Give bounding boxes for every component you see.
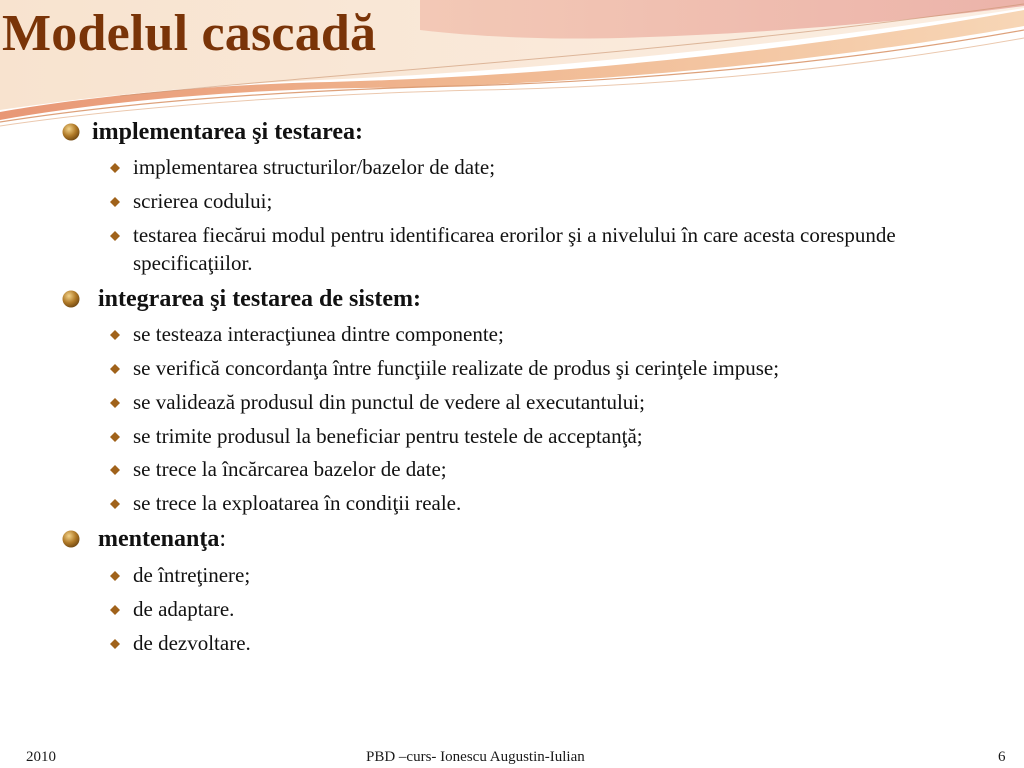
- list-item-text: se testeaza interacţiunea dintre componente;: [133, 322, 504, 346]
- list-item-text: testarea fiecărui modul pentru identificarea erorilor şi a nivelului în care acesta corespunde specificaţiilor.: [133, 223, 896, 275]
- footer-date: 2010: [26, 749, 56, 765]
- list-item: [110, 153, 960, 181]
- list-item: [110, 629, 960, 657]
- list-item-text: se trimite produsul la beneficiar pentru testele de acceptanţă;: [133, 424, 643, 448]
- brown-diamond-icon: [110, 197, 120, 207]
- section-label: [92, 525, 226, 553]
- brown-diamond-icon: [110, 639, 120, 649]
- list-item: [110, 455, 960, 483]
- list-item: [110, 595, 960, 623]
- brown-diamond-icon: [110, 330, 120, 340]
- brown-diamond-icon: [110, 163, 120, 173]
- bronze-ball-icon: [62, 530, 80, 548]
- list-item-text: de dezvoltare.: [133, 631, 251, 655]
- list-item-text: se trece la exploatarea în condiţii reale.: [133, 491, 462, 515]
- footer-course-author: PBD –curs- Ionescu Augustin-Iulian: [366, 749, 585, 765]
- list-item: [110, 354, 960, 382]
- brown-diamond-icon: [110, 398, 120, 408]
- list-item: [110, 187, 960, 215]
- section-heading-maintenance: [62, 525, 226, 553]
- bronze-ball-icon: [62, 290, 80, 308]
- section-heading-integration: [62, 285, 421, 313]
- list-item-text: scrierea codului;: [133, 189, 273, 213]
- slide-title: Modelul cascadă: [2, 5, 377, 62]
- section-label-main: mentenanţa: [98, 526, 220, 552]
- brown-diamond-icon: [110, 605, 120, 615]
- list-item: [110, 320, 960, 348]
- list-item: [110, 489, 960, 517]
- bronze-ball-icon: [62, 123, 80, 141]
- list-item: [110, 561, 960, 589]
- footer-page-number: 6: [998, 749, 1006, 765]
- brown-diamond-icon: [110, 499, 120, 509]
- list-item-text: de adaptare.: [133, 597, 235, 621]
- list-item: [110, 221, 960, 277]
- brown-diamond-icon: [110, 571, 120, 581]
- brown-diamond-icon: [110, 231, 120, 241]
- section-label: implementarea şi testarea:: [92, 119, 364, 145]
- section-label: integrarea şi testarea de sistem:: [98, 286, 422, 312]
- list-item-text: de întreţinere;: [133, 563, 251, 587]
- brown-diamond-icon: [110, 432, 120, 442]
- list-item-text: se trece la încărcarea bazelor de date;: [133, 457, 447, 481]
- section-heading-implementation: [62, 118, 363, 146]
- list-item-text: se verifică concordanţa între funcţiile realizate de produs şi cerinţele impuse;: [133, 356, 780, 380]
- list-item-text: se validează produsul din punctul de vedere al executantului;: [133, 390, 645, 414]
- section-label-colon: :: [219, 526, 226, 552]
- list-item: [110, 422, 960, 450]
- brown-diamond-icon: [110, 364, 120, 374]
- list-item-text: implementarea structurilor/bazelor de date;: [133, 155, 496, 179]
- brown-diamond-icon: [110, 465, 120, 475]
- list-item: [110, 388, 960, 416]
